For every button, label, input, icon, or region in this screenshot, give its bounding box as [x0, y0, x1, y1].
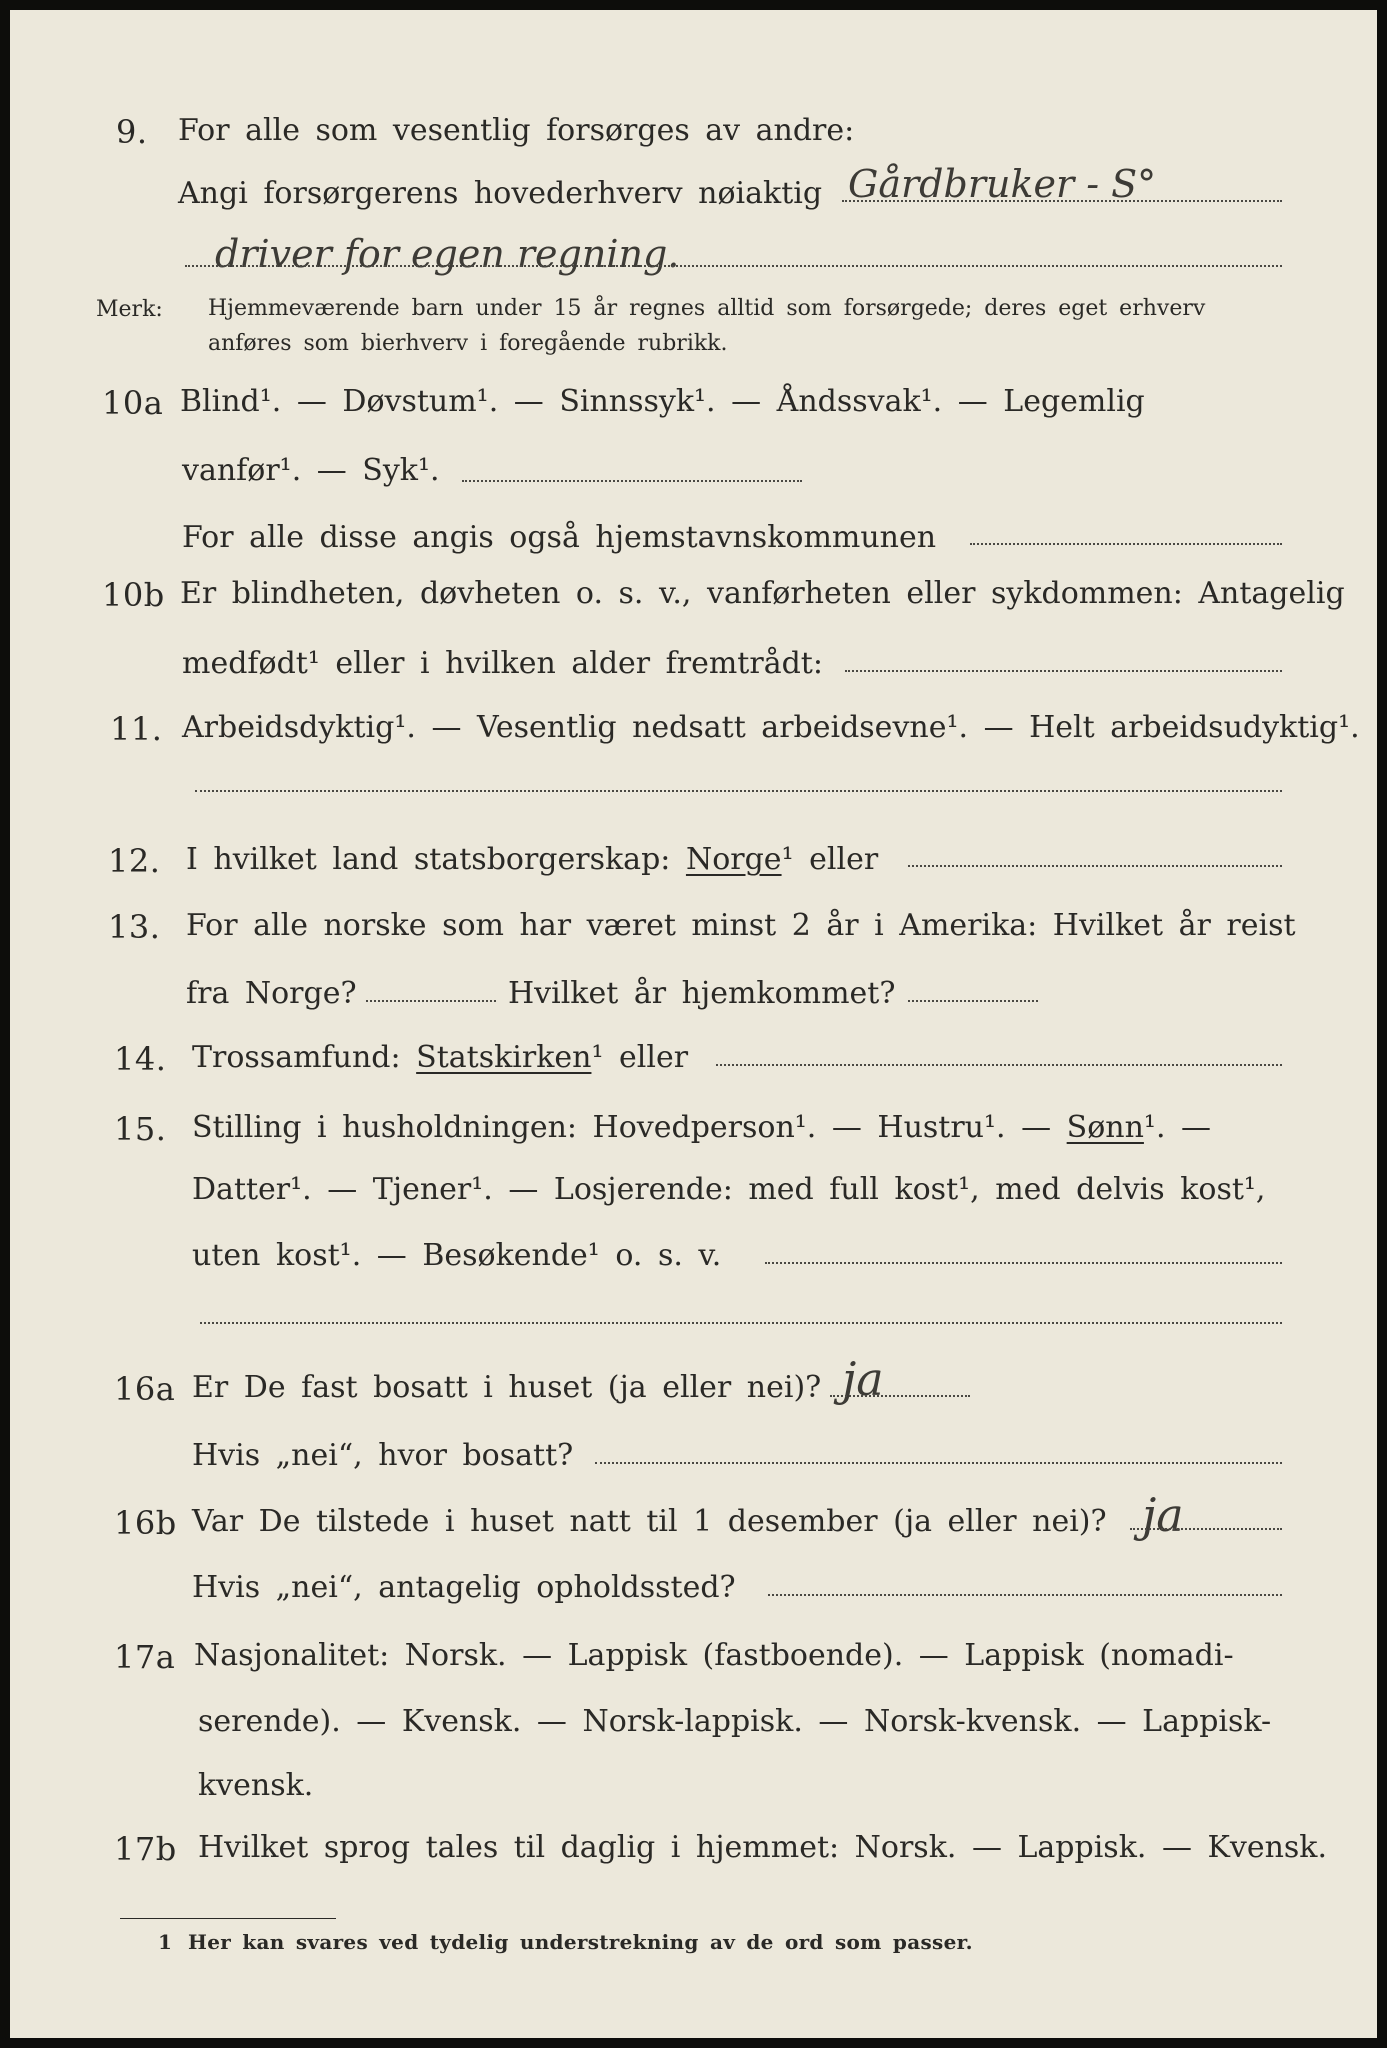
question-16b-line1: Var De tilstede i huset natt til 1 desember (ja eller nei)?: [192, 1504, 1107, 1539]
question-13-line1: For alle norske som har været minst 2 år i Amerika: Hvilket år reist: [186, 908, 1296, 943]
question-14-number: 14.: [114, 1040, 167, 1078]
question-16b-handwritten-answer: ja: [1142, 1488, 1184, 1542]
question-9-handwritten-answer1: Gårdbruker - S°: [848, 162, 1157, 206]
question-15-answer-line1: [765, 1262, 1282, 1264]
question-13-line2a: fra Norge?: [186, 976, 357, 1011]
note-label: Merk:: [96, 297, 163, 322]
question-16a-number: 16a: [114, 1370, 176, 1408]
question-17b-line1: Hvilket sprog tales til daglig i hjemmet: Norsk. — Lappisk. — Kvensk.: [198, 1830, 1328, 1865]
question-9-line1: For alle som vesentlig forsørges av andre:: [178, 113, 855, 148]
question-14-prefix: Trossamfund:: [192, 1040, 401, 1075]
note-line2: anføres som bierhverv i foregående rubrikk.: [208, 331, 728, 356]
question-10b-number: 10b: [102, 576, 165, 614]
question-10a-number: 10a: [102, 384, 164, 422]
question-11-line1: Arbeidsdyktig¹. — Vesentlig nedsatt arbeidsevne¹. — Helt arbeidsudyktig¹.: [182, 710, 1360, 745]
census-form-page: [10, 10, 1377, 2038]
question-11-number: 11.: [110, 710, 163, 748]
question-9-line2: Angi forsørgerens hovederhverv nøiaktig: [178, 176, 823, 211]
question-9-handwritten-answer2: driver for egen regning.: [215, 232, 680, 276]
question-13-year-left-line: [366, 1000, 496, 1002]
question-16a-residence-line: [595, 1462, 1282, 1464]
question-10b-answer-line: [845, 670, 1282, 672]
question-9-answer-line1: [842, 200, 1282, 202]
question-10a-answer-line2: [970, 543, 1282, 545]
question-13-line2b: Hvilket år hjemkommet?: [508, 976, 896, 1011]
question-16b-line2: Hvis „nei“, antagelig opholdssted?: [192, 1570, 736, 1605]
question-9-answer-line2: [185, 265, 1282, 267]
question-14-text: [192, 1040, 688, 1075]
question-16a-answer-line: [830, 1395, 970, 1397]
question-15-line3: uten kost¹. — Besøkende¹ o. s. v.: [192, 1238, 722, 1273]
question-11-answer-line: [195, 790, 1282, 792]
question-12-text: [186, 842, 878, 877]
question-14-answer-line: [716, 1064, 1282, 1066]
footnote-rule: [120, 1918, 336, 1919]
question-10b-line1: Er blindheten, døvheten o. s. v., vanførheten eller sykdommen: Antagelig: [180, 576, 1345, 611]
question-17a-line3: kvensk.: [198, 1768, 314, 1803]
question-17a-line1: Nasjonalitet: Norsk. — Lappisk (fastboende). — Lappisk (nomadi-: [194, 1638, 1234, 1673]
question-10a-line3: For alle disse angis også hjemstavnskommunen: [182, 520, 937, 555]
question-15-number: 15.: [114, 1110, 167, 1148]
question-10a-line1: Blind¹. — Døvstum¹. — Sinnssyk¹. — Åndssvak¹. — Legemlig: [180, 384, 1145, 419]
question-16b-location-line: [768, 1594, 1282, 1596]
question-14-underlined-answer: Statskirken: [416, 1040, 592, 1075]
question-12-underlined-answer: Norge: [685, 842, 782, 877]
question-17a-number: 17a: [114, 1638, 176, 1676]
question-10a-answer-line1: [462, 480, 802, 482]
question-15-line1b: ¹. —: [1143, 1110, 1212, 1145]
question-16a-handwritten-answer: ja: [842, 1352, 884, 1406]
question-16a-line2: Hvis „nei“, hvor bosatt?: [192, 1438, 574, 1473]
question-16a-line1: Er De fast bosatt i huset (ja eller nei)?: [192, 1370, 822, 1405]
question-13-year-returned-line: [908, 1000, 1038, 1002]
note-line1: Hjemmeværende barn under 15 år regnes alltid som forsørgede; deres eget erhverv: [208, 296, 1206, 321]
question-12-answer-line: [908, 865, 1282, 867]
footnote-text: Her kan svares ved tydelig understrekning av de ord som passer.: [188, 1930, 973, 1954]
question-15-line1: [192, 1110, 1211, 1145]
question-15-answer-line2: [200, 1322, 1282, 1324]
question-10a-line2: vanfør¹. — Syk¹.: [182, 453, 440, 488]
question-14-suffix: ¹ eller: [591, 1040, 689, 1075]
question-12-suffix: ¹ eller: [781, 842, 879, 877]
question-16b-answer-line: [1130, 1528, 1282, 1530]
question-12-number: 12.: [108, 842, 161, 880]
question-12-prefix: I hvilket land statsborgerskap:: [186, 842, 671, 877]
question-9-number: 9.: [116, 113, 148, 151]
question-15-line2: Datter¹. — Tjener¹. — Losjerende: med full kost¹, med delvis kost¹,: [192, 1172, 1266, 1207]
question-15-underlined-answer: Sønn: [1066, 1110, 1144, 1145]
footnote-mark: 1: [158, 1930, 173, 1954]
question-13-number: 13.: [108, 908, 161, 946]
question-17a-line2: serende). — Kvensk. — Norsk-lappisk. — Norsk-kvensk. — Lappisk-: [198, 1704, 1272, 1739]
question-10b-line2: medfødt¹ eller i hvilken alder fremtrådt:: [182, 646, 823, 681]
question-15-line1a: Stilling i husholdningen: Hovedperson¹. — Hustru¹. —: [192, 1110, 1052, 1145]
question-16b-number: 16b: [114, 1504, 177, 1542]
question-17b-number: 17b: [114, 1830, 177, 1868]
